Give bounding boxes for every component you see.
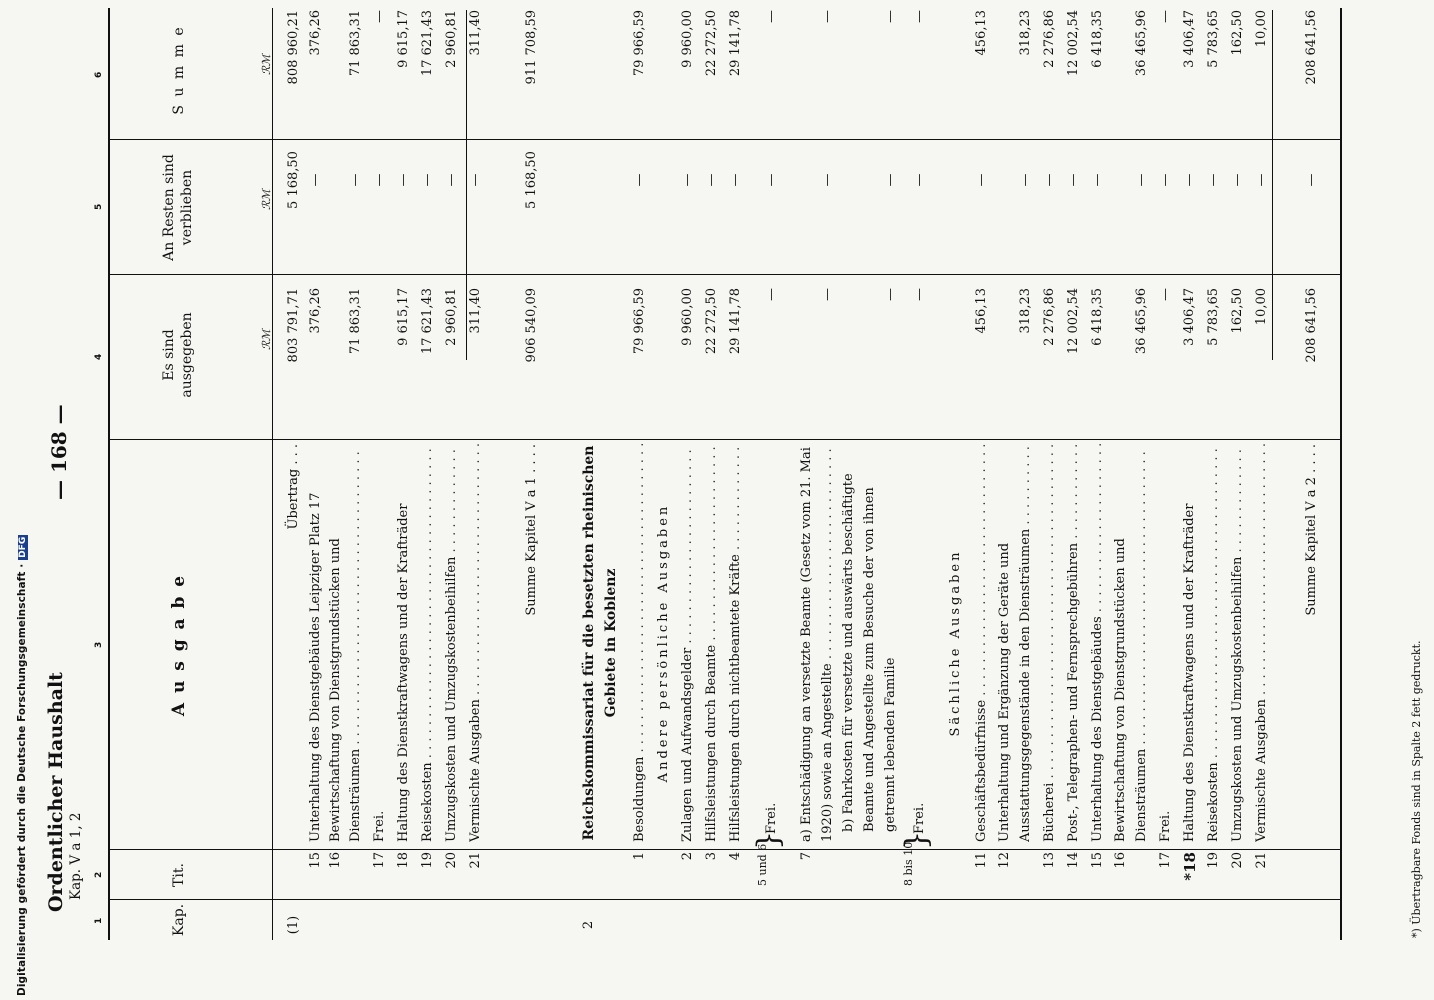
tit-cell: 8 bis 10 [902,841,915,886]
text-cell: Frei. [372,810,387,842]
tit-cell: 3 [704,852,719,861]
header-reste: An Resten sind verblieben [161,154,195,261]
amount-remaining: — [1090,173,1105,187]
text-cell: Reisekosten . . . [416,444,440,842]
amount-total: 162,50 [1230,10,1245,56]
amount-spent: — [820,288,835,301]
amount-spent: 22 272,50 [704,288,719,355]
table-row [970,0,994,1000]
table-row [1300,0,1324,1000]
tit-cell: 16 [1113,852,1128,869]
tit-cell: 7 [799,852,814,861]
table-row [464,0,488,1000]
amount-total: — [912,10,927,23]
amount-total: 3 406,47 [1182,10,1197,68]
tit-cell: 11 [974,852,989,869]
amount-total: — [1158,10,1173,23]
tit-cell: 4 [728,852,743,861]
amount-total: 10,00 [1254,10,1269,48]
text-cell: a) Entschädigung an versetzte Beamte (Gesetz vom 21. Mai 1920) sowie an Angestellte . . . [796,444,838,842]
table-row [900,0,940,1000]
amount-spent: — [883,288,898,301]
tit-cell: *18 [1181,852,1199,881]
sum-label: Summe Kapitel V a 1 . . . . [524,444,539,616]
text-cell: Bewirtschaftung von Dienstgrundstücken und Diensträumen . . . [326,444,366,842]
header-chapter: Kap. V a 1, 2 [68,812,84,900]
table-row [368,0,392,1000]
table-row [724,0,748,1000]
text-cell: Bewirtschaftung von Dienstgrundstücken und Diensträumen . . . [1110,444,1152,842]
tit-cell: 19 [1206,852,1221,869]
subsection-heading: Sächliche Ausgaben [948,549,963,737]
amount-remaining: — [680,173,695,187]
amount-spent: 6 418,35 [1090,288,1105,346]
table-bottom-rule [1340,8,1342,940]
amount-remaining: — [1206,173,1221,187]
header-summe: S u m m e [171,25,187,115]
amount-total: 808 960,21 [286,10,301,85]
amount-remaining: — [1018,173,1033,187]
column-number: 1 [94,917,104,924]
amount-remaining: 5 168,50 [286,151,301,209]
amount-spent: — [764,288,779,301]
table-row [440,0,464,1000]
amount-spent: 376,26 [308,288,323,334]
table-row [1038,0,1062,1000]
amount-total: 9 960,00 [680,10,695,68]
header-bottom-rule [272,8,273,940]
amount-total: 71 863,31 [348,10,363,77]
section-heading: Reichskommissariat für die besetzten rheinischen Gebiete in Koblenz [581,445,619,841]
amount-remaining: — [396,173,411,187]
table-row [416,0,440,1000]
amount-remaining: — [308,173,323,187]
amount-total: 911 708,59 [524,10,539,85]
amount-remaining: — [632,173,647,187]
amount-spent: 803 791,71 [286,288,301,363]
table-row [838,0,902,1000]
text-cell: Besoldungen . . . [628,444,652,842]
amount-total: 17 621,43 [420,10,435,77]
amount-spent: 5 783,65 [1206,288,1221,346]
amount-total: 208 641,56 [1304,10,1319,85]
table-row [944,0,968,1000]
table-row [796,0,838,1000]
amount-total: 36 465,96 [1134,10,1149,77]
column-number: 6 [94,71,104,78]
amount-remaining: — [1134,173,1149,187]
text-cell: Zulagen und Aufwandsgelder . . . [676,444,700,842]
header-kap: Kap. [171,903,187,937]
tit-cell: 13 [1042,852,1057,869]
table-row [1226,0,1250,1000]
text-cell: Unterhaltung und Ergänzung der Geräte und Ausstattungsgegenstände in den Diensträumen . . . [994,444,1036,842]
table-row [1178,0,1202,1000]
amount-total: 2 276,86 [1042,10,1057,68]
amount-remaining: — [1254,173,1269,187]
amount-spent: 3 406,47 [1182,288,1197,346]
tit-cell: 20 [1230,852,1245,869]
tit-cell: 17 [372,852,387,869]
table-row [578,0,622,1000]
table-row [700,0,724,1000]
amount-spent: 311,40 [468,288,483,334]
amount-remaining: — [1042,173,1057,187]
text-cell: Reisekosten . . . [1202,444,1226,842]
subsection-heading: Andere persönliche Ausgaben [656,503,671,783]
tit-cell: 16 [328,852,343,869]
text-cell: Bücherei . . . [1038,444,1062,842]
header-ausgabe: A u s g a b e [169,573,189,717]
amount-spent: 10,00 [1254,288,1269,326]
amount-remaining: — [468,173,483,187]
amount-total: 2 960,81 [444,10,459,68]
tit-cell: 15 [308,852,323,869]
amount-spent: 12 002,54 [1066,288,1081,355]
amount-total: 456,13 [974,10,989,56]
amount-spent: 208 641,56 [1304,288,1319,363]
amount-total: — [764,10,779,23]
text-cell: Post-, Telegraphen- und Fernsprechgebühren . . . [1062,444,1086,842]
column-number: 4 [94,353,104,360]
table-row [1062,0,1086,1000]
table-row [392,0,416,1000]
sum-label: Summe Kapitel V a 2 . . . . [1304,444,1319,616]
tit-cell: 21 [468,852,483,869]
text-cell: Frei. [764,802,779,834]
amount-spent: 2 960,81 [444,288,459,346]
header-ausgegeben: Es sind ausgegeben [161,312,195,398]
amount-remaining: — [1304,173,1319,187]
text-cell: Frei. [1158,810,1173,842]
tit-cell: 19 [420,852,435,869]
tit-cell: 1 [632,852,647,861]
table-row [676,0,700,1000]
amount-remaining: — [912,173,927,187]
text-cell: Umzugskosten und Umzugskostenbeihilfen . . . [440,444,464,842]
amount-total: 12 002,54 [1066,10,1081,77]
tit-cell: 18 [396,852,411,869]
amount-total: 376,26 [308,10,323,56]
unit-label: ℛℳ [260,329,273,350]
table-row [752,0,792,1000]
text-cell: Hilfsleistungen durch Beamte . . . [700,444,724,842]
amount-spent: 71 863,31 [348,288,363,355]
header-tit: Tit. [171,863,187,887]
table-row [994,0,1036,1000]
amount-remaining: — [420,173,435,187]
amount-remaining: 5 168,50 [524,151,539,209]
header-title: Ordentlicher Haushalt [45,672,67,912]
table-row [652,0,676,1000]
amount-spent: — [912,288,927,301]
unit-label: ℛℳ [260,189,273,210]
text-cell: Haltung des Dienstkraftwagens und der Krafträder [1182,503,1197,842]
tit-cell: 12 [997,852,1012,869]
kap-cell: (1) [286,915,301,935]
tit-cell: 5 und 6 [756,843,769,886]
table-row [1110,0,1152,1000]
amount-spent: — [1158,288,1173,301]
amount-spent: 456,13 [974,288,989,334]
amount-spent: 2 276,86 [1042,288,1057,346]
amount-remaining: — [764,173,779,187]
amount-total: — [372,10,387,23]
table-row [1202,0,1226,1000]
amount-remaining: — [820,173,835,187]
amount-spent: 17 621,43 [420,288,435,355]
amount-remaining: — [444,173,459,187]
tit-cell: 20 [444,852,459,869]
column-number: 3 [94,641,104,648]
amount-spent: 29 141,78 [728,288,743,355]
table-row [520,0,544,1000]
text-cell: Unterhaltung des Dienstgebäudes . . . [1086,444,1110,842]
amount-total: 29 141,78 [728,10,743,77]
table-row [1086,0,1110,1000]
text-cell: Hilfsleistungen durch nichtbeamtete Kräfte . . . [724,444,748,842]
table-row [326,0,366,1000]
amount-remaining: — [1230,173,1245,187]
brace-mark: } [751,830,786,850]
amount-total: 5 783,65 [1206,10,1221,68]
amount-spent: 9 960,00 [680,288,695,346]
amount-total: — [820,10,835,23]
page-number: — 168 — [47,404,71,500]
amount-remaining: — [704,173,719,187]
amount-remaining: — [372,173,387,187]
text-cell: Umzugskosten und Umzugskostenbeihilfen . . . [1226,444,1250,842]
unit-label: ℛℳ [260,54,273,75]
amount-spent: 906 540,09 [524,288,539,363]
tit-cell: 21 [1254,852,1269,869]
amount-remaining: — [728,173,743,187]
amount-remaining: — [974,173,989,187]
table-row [1250,0,1274,1000]
text-cell: Geschäftsbedürfnisse . . . [970,444,994,842]
text-cell: Vermischte Ausgaben . . . [1250,444,1274,842]
tit-cell: 15 [1090,852,1105,869]
amount-total: 311,40 [468,10,483,56]
amount-total: 6 418,35 [1090,10,1105,68]
text-cell: Vermischte Ausgaben . . . [464,444,488,842]
footnote: *) Übertragbare Fonds sind in Spalte 2 fett gedruckt. [1410,640,1423,938]
amount-spent: 36 465,96 [1134,288,1149,355]
tit-cell: 2 [680,852,695,861]
dfg-logo: DFG [18,536,28,558]
amount-spent: 162,50 [1230,288,1245,334]
amount-remaining: — [1158,173,1173,187]
amount-spent: 9 615,17 [396,288,411,346]
text-cell: Übertrag . . . [286,444,301,530]
table-row [282,0,306,1000]
table-row [628,0,652,1000]
amount-spent: 318,23 [1018,288,1033,334]
amount-spent: 79 966,59 [632,288,647,355]
text-cell: Unterhaltung des Dienstgebäudes Leipziger Platz 17 [308,492,323,842]
amount-remaining: — [1182,173,1197,187]
amount-total: 318,23 [1018,10,1033,56]
amount-total: 22 272,50 [704,10,719,77]
tit-cell: 17 [1158,852,1173,869]
column-number: 2 [94,871,104,878]
amount-remaining: — [883,173,898,187]
text-cell: Haltung des Dienstkraftwagens und der Krafträder [396,503,411,842]
amount-total: 79 966,59 [632,10,647,77]
table-row [1154,0,1178,1000]
text-cell: b) Fahrkosten für versetzte und auswärts beschäftigte Beamte und Angestellte zum Besuche der von ihnen getrennt lebenden Familie [841,473,898,832]
amount-total: — [883,10,898,23]
table-row [304,0,328,1000]
amount-remaining: — [348,173,363,187]
table-top-rule [108,8,110,940]
amount-remaining: — [1066,173,1081,187]
amount-total: 9 615,17 [396,10,411,68]
column-number: 5 [94,203,104,210]
text-cell: Frei. [912,802,927,834]
kap-cell: 2 [581,920,596,930]
tit-cell: 14 [1066,852,1081,869]
brace-mark: } [899,830,934,850]
digitization-note: Digitalisierung gefördert durch die Deutsche Forschungsgemeinschaft · DFG [16,536,28,996]
